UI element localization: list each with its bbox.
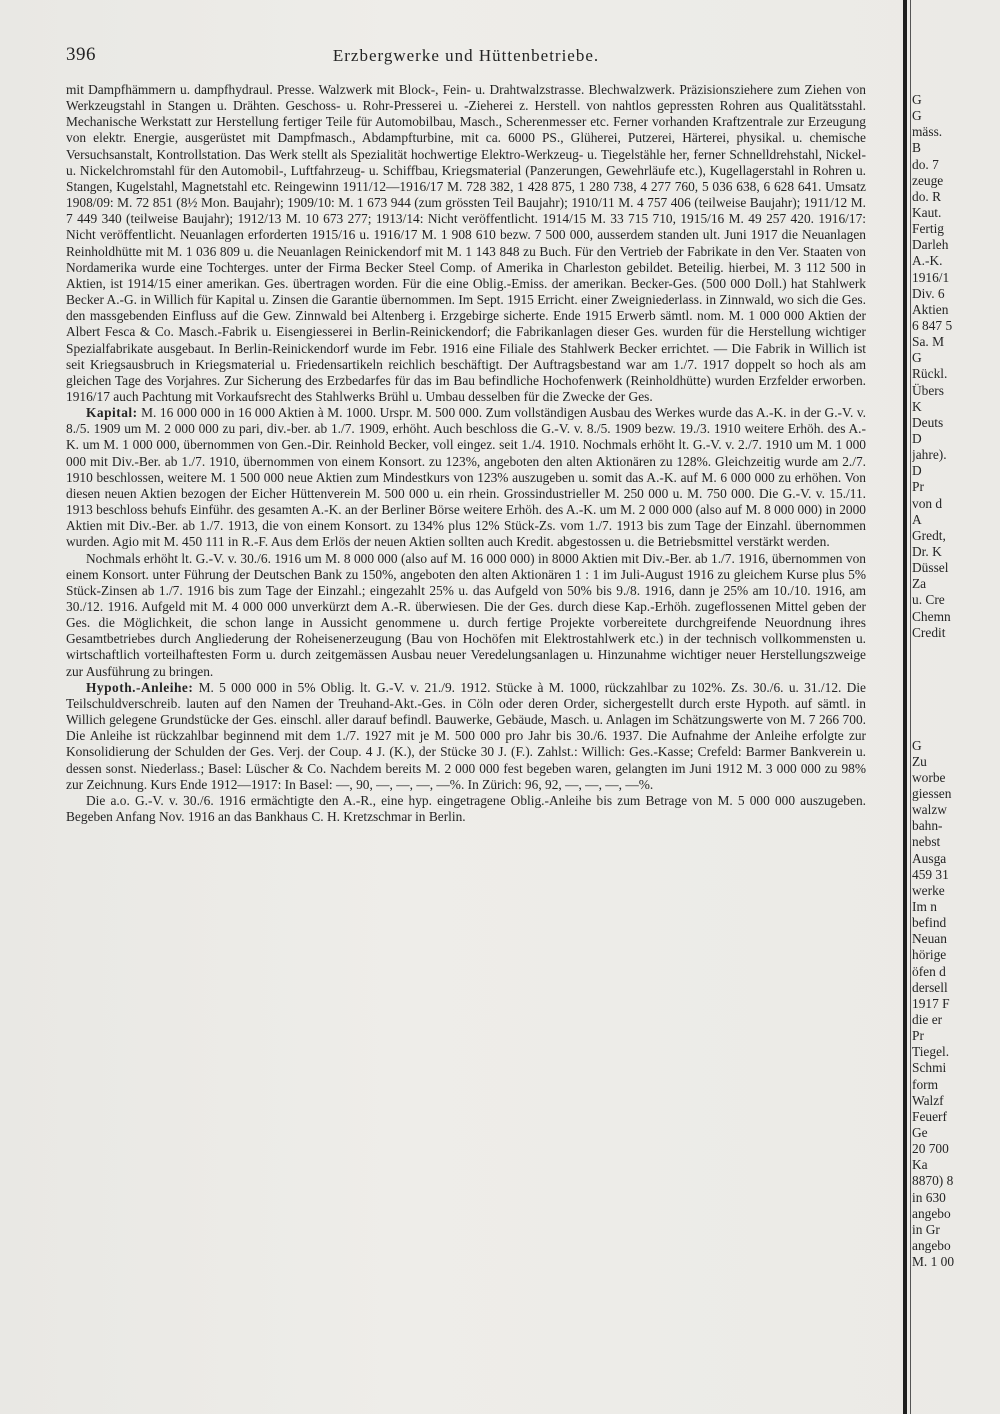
fragment-line: mäss. xyxy=(912,124,943,140)
fragment-line: D xyxy=(912,463,922,479)
fragment-line: in 630 xyxy=(912,1189,946,1205)
fragment-line: giessen xyxy=(912,786,952,802)
fragment-line xyxy=(912,673,1000,689)
fragment-line: Ausga xyxy=(912,850,947,866)
fragment-line: A xyxy=(912,511,922,527)
fragment-line: Kaut. xyxy=(912,204,942,220)
fragment-line: B xyxy=(912,140,921,156)
section-label-mortgage-loan: Hypoth.-Anleihe: xyxy=(86,679,194,695)
fragment-line: öfen d xyxy=(912,963,946,979)
fragment-line: do. 7 xyxy=(912,156,939,172)
fragment-line: worbe xyxy=(912,769,946,785)
paragraph-mortgage-loan xyxy=(66,680,866,793)
column-divider xyxy=(903,0,907,1414)
fragment-line: form xyxy=(912,1076,939,1092)
paragraph-works-description: mit Dampfhämmern u. dampfhydraul. Presse. Walzwerk mit Block-, Fein- u. Drahtwalzstrasse. Blechwalzwerk. Präzisionsziehere zum Ziehen von Werkzeugstahl in Stangen u. Drähten. Geschoss- u. Rohr-Presserei u. -Zieherei z. Herstell. von nahtlos gepressten Rohren aus Qualitätsstahl. Mechanische Werkstatt zur Herstellung fertiger Teile für Automobilbau, Masch., Scherenmesser etc. Ferner vorhanden Kraftzentrale zur Erzeugung von elektr. Energie, ausgerüstet mit Dampfmasch., Abdampfturbine, mit ca. 6000 PS., Glüherei, Putzerei, Härterei, physikal. u. chemische Versuchsanstalt, Kontrollstation. Das Werk stellt als Spezialität hochwertige Elektro-Werkzeug- u. Tiegelstähle her, ferner Schnelldrehstahl, Nickel- u. Nickelchromstahl für den Automobil-, Luftfahrzeug- u. Schiffbau, Kriegsmaterial (Panzerungen, Gewehrläufe etc.), Kugellagerstahl in Rohren u. Stangen, Kugelstahl, Magnetstahl etc. Reingewinn 1911/12—1916/17 M. 728 382, 1 428 875, 1 280 738, 4 277 760, 5 036 638, 6 628 641. Umsatz 1908/09: M. 72 851 (8½ Mon. Baujahr); 1909/10: M. 1 673 944 (zum grössten Teil Baujahr); 1910/11 M. 4 757 406 (teilweise Baujahr); 1911/12 M. 7 449 340 (teilweise Baujahr); 1912/13 M. 10 673 277; 1913/14: Nicht veröffentlicht. 1914/15 M. 33 715 710, 1915/16 M. 49 257 420. 1916/17: Nicht veröffentlicht. Neuanlagen erforderten 1915/16 u. 1916/17 M. 1 908 610 bezw. 7 500 000, ausserdem standen ult. Juni 1917 die Neuanlagen Reinholdhütte mit M. 1 036 809 u. die Neuanlagen Reinickendorf mit M. 1 143 848 zu Buch. Für den Vertrieb der Fabrikate in den Ver. Staaten von Nordamerika wurde eine Tochterges. unter der Firma Becker Steel Comp. of Amerika in Charleston gebildet. Beteilig. hierbei, M. 3 112 500 in Aktien, ist 1914/15 einer amerikan. Ges. übertragen worden. Für die eine Oblig.-Emiss. der amerikan. Becker-Ges. (500 000 Doll.) hat Stahlwerk Becker A.-G. in Willich für Kapital u. Zinsen die Garantie übernommen. Im Sept. 1915 Erricht. einer Zweigniederlass. in Zinnwald, wo sich die Ges. den massgebenden Einfluss auf die Gew. Zinnwald bei Altenberg i. Erzgebirge sicherte. Ende 1915 Erwerb sämtl. nom. M. 1 000 000 Aktien der Albert Fesca & Co. Masch.-Fabrik u. Eisengiesserei in Berlin-Reinickendorf; die Fabrikanlagen dieser Ges. wurden für die Herstellung wichtiger Spezialfabrikate ausgebaut. In Berlin-Reinickendorf wurde im Febr. 1916 eine Filiale des Stahlwerk Becker errichtet. — Die Fabrik in Willich ist seit Kriegsausbruch in Kriegsmaterial u. Friedensartikeln reichlich beschäftigt. Der Auftragsbestand war am 1./7. 1917 doppelt so hoch als am gleichen Tage des Vorjahres. Zur Sicherung des Erzbedarfes für das im Bau befindliche Hochofenwerk (Reinholdhütte) wurden Erzfelder erworben. 1916/17 auch Pachtung mit Vorkaufsrecht des Stahlwerks Brühl u. Umbau desselben für die Zwecke der Ges. xyxy=(66,82,866,404)
fragment-line: Schmi xyxy=(912,1060,947,1076)
fragment-line: Pr xyxy=(912,479,924,495)
fragment-line: Ge xyxy=(912,1125,928,1140)
adjacent-page-fragment xyxy=(912,92,1000,1414)
fragment-line: Düssel xyxy=(912,560,949,576)
fragment-line: Darleh xyxy=(912,237,949,253)
fragment-line: von d xyxy=(912,495,943,511)
fragment-line: 20 700 xyxy=(912,1141,949,1157)
fragment-line: Übers xyxy=(912,382,944,398)
fragment-line xyxy=(912,657,1000,673)
fragment-line: Rückl. xyxy=(912,366,948,382)
fragment-line xyxy=(912,705,1000,721)
fragment-line xyxy=(912,689,1000,705)
fragment-line: nebst xyxy=(912,834,941,850)
section-label-capital: Kapital: xyxy=(86,405,138,421)
fragment-line: Sa. M xyxy=(912,334,944,350)
fragment-line: A.-K. xyxy=(912,253,943,269)
fragment-line: walzw xyxy=(912,802,947,818)
paragraph-capital xyxy=(66,405,866,550)
fragment-line: Chemn xyxy=(912,608,951,624)
fragment-line: do. R xyxy=(912,188,942,204)
fragment-line: Walzf xyxy=(912,1092,944,1108)
fragment-line: Zu xyxy=(912,753,927,769)
fragment-line: dersell xyxy=(912,979,948,995)
fragment-line: G xyxy=(912,108,922,124)
paragraph-mortgage-loan-text: M. 5 000 000 in 5% Oblig. lt. G.-V. v. 21./9. 1912. Stücke à M. 1000, rückzahlbar zu 102%. Zs. 30./6. u. 31./12. Die Teilschuldverschreib. lauten auf den Namen der Treuhand-Akt.-Ges. in Cöln oder deren Order, sichergestellt durch erste Hypoth. auf sämtl. in Willich gelegene Grundstücke der Ges. einschl. aller darauf befindl. Bauwerke, Gebäude, Masch. u. Anlagen im Schätzungswerte von M. 7 266 700. Die Anleihe ist rückzahlbar beginnend mit dem 1./7. 1927 mit je M. 500 000 pro Jahr bis 30./6. 1937. Die Aufnahme der Anleihe erfolgte zur Konsolidierung der Schulden der Ges. Verj. der Coup. 4 J. (K.), der Stücke 30 J. (F.). Zahlst.: Willich: Ges.-Kasse; Crefeld: Barmer Bankverein u. dessen sonst. Niederlass.; Basel: Lüscher & Co. Nachdem bereits M. 2 000 000 fest begeben waren, gelangten im Juni 1912 M. 3 000 000 zu 98% zur Zeichnung. Kurs Ende 1912—1917: In Basel: —, 90, —, —, —, —%. In Zürich: 96, 92, —, —, —, —%. xyxy=(66,679,866,792)
main-text-column xyxy=(66,82,866,825)
paragraph-capital-increase: Nochmals erhöht lt. G.-V. v. 30./6. 1916 um M. 8 000 000 (also auf M. 16 000 000) in 8000 Aktien mit Div.-Ber. ab 1./7. 1916, übernommen von einem Konsort. unter Führung der Deutschen Bank zu 150%, angeboten den alten Aktionären 1 : 1 im Juli-August 1916 zu gleichem Kurse plus 5% Stück-Zinsen ab 1./7. 1916 bis zum Tage der Einzahl.; eingezahlt 25% u. das Aufgeld von 50% bis 9./8. 1916, dann je 25% am 10./10. 1916, am 30./12. 1916. Aufgeld mit M. 4 000 000 unverkürzt dem A.-R. überwiesen. Die der Ges. durch diese Kap.-Erhöh. zugeflossenen Mittel geben der Ges. die Möglichkeit, die schon lange in Aussicht genommene u. durch fertige Projekte vorbereitete durchgreifende Neuordnung ihres Gesamtbetriebes durch Angliederung der Roheisenerzeugung (Bau von Hochöfen mit Elektrostahlwerk etc.) in der technisch vollkommensten u. wirtschaftlich vorteilhaftesten Form u. durch zeitgemässen Ausbau neuer Veredelungsanlagen u. Hinzunahme wichtiger neuer Herstellungszweige zur Ausführung zu bringen. xyxy=(66,550,866,679)
fragment-line: Dr. K xyxy=(912,543,942,559)
fragment-line: D xyxy=(912,430,922,446)
fragment-line: Ka xyxy=(912,1157,928,1173)
fragment-line: 8870) 8 xyxy=(912,1173,954,1189)
fragment-line: G xyxy=(912,350,922,366)
fragment-line: Credit xyxy=(912,624,946,640)
fragment-line: 1916/1 xyxy=(912,269,950,285)
fragment-line: Neuan xyxy=(912,931,947,947)
paragraph-capital-text: M. 16 000 000 in 16 000 Aktien à M. 1000. Urspr. M. 500 000. Zum vollständigen Ausbau des Werkes wurde das A.-K. in der G.-V. v. 8./5. 1909 um M. 2 000 000 zu pari, div.-ber. ab 1./7. 1909, erhöht. Auch beschloss die G.-V. v. 8./5. 1909 bezw. 19./3. 1910 weitere Erhöh. des A.-K. um M. 1 000 000, übernommen von Gen.-Dir. Reinhold Becker, voll eingez. seit 1./4. 1910. Nochmals erhöht lt. G.-V. v. 2./7. 1910 um M. 1 000 000 mit Div.-Ber. ab 1./7. 1910, übernommen von einem Konsort. zu 123%, angeboten den alten Aktionären zu 128%. Gleichzeitig wurde am 2./7. 1910 beschlossen, weitere M. 1 500 000 neue Aktien zum Mindestkurs von 123% auszugeben u. somit das A.-K. auf M. 6 000 000 zu erhöhen. Von diesen neuen Aktien bezogen der Eicher Hüttenverein M. 500 000 u. ein rhein. Grossindustrieller M. 250 000 u. M. 750 000. Die G.-V. v. 15./11. 1913 beschloss behufs Einführ. des gesamten A.-K. an der Berliner Börse weitere Erhöh. des A.-K. um M. 2 000 000 (also auf M. 8 000 000) in 2000 Aktien mit Div.-Ber. ab 1./7. 1913, die von einem Konsort. zu 134% plus 12% Stück-Zs. vom 1./7. 1913 bis zum Tage der Einzahl. übernommen wurden. Agio mit M. 450 111 in R.-F. Aus dem Erlös der neuen Aktien sollten auch Kredit. abgestossen u. die Betriebsmittel verstärkt werden. xyxy=(66,405,866,550)
fragment-line: bahn- xyxy=(912,818,943,834)
fragment-line: G xyxy=(912,92,922,107)
fragment-line: werke xyxy=(912,882,945,898)
fragment-line: jahre). xyxy=(912,447,947,463)
fragment-line: angebo xyxy=(912,1205,951,1221)
fragment-line: M. 1 00 xyxy=(912,1254,955,1270)
fragment-line: hörige xyxy=(912,947,947,963)
fragment-line: befind xyxy=(912,915,947,931)
fragment-line: Tiegel. xyxy=(912,1044,950,1060)
fragment-line: Aktien xyxy=(912,301,949,317)
column-divider-thin xyxy=(910,0,911,1414)
fragment-line: u. Cre xyxy=(912,592,945,608)
page-header xyxy=(66,44,866,70)
fragment-line: Im n xyxy=(912,899,937,915)
fragment-line: angebo xyxy=(912,1237,951,1253)
paragraph-bond-issue: Die a.o. G.-V. v. 30./6. 1916 ermächtigte den A.-R., eine hyp. eingetragene Oblig.-Anleihe bis zum Betrage von M. 5 000 000 auszugeben. Begeben Anfang Nov. 1916 an das Bankhaus C. H. Kretzschmar in Berlin. xyxy=(66,792,866,825)
fragment-line: Div. 6 xyxy=(912,285,945,301)
fragment-line: Deuts xyxy=(912,414,944,430)
fragment-line: 1917 F xyxy=(912,995,950,1011)
fragment-line: Pr xyxy=(912,1028,924,1044)
fragment-line: Fertig xyxy=(912,221,944,237)
fragment-line: 459 31 xyxy=(912,866,949,882)
fragment-line: Gredt, xyxy=(912,527,946,543)
fragment-line: Za xyxy=(912,576,927,592)
fragment-line: G xyxy=(912,737,922,753)
fragment-line xyxy=(912,641,1000,657)
fragment-line: Feuerf xyxy=(912,1108,947,1124)
fragment-line: die er xyxy=(912,1012,943,1028)
fragment-line: 6 847 5 xyxy=(912,317,953,333)
fragment-line: in Gr xyxy=(912,1221,940,1237)
running-title: Erzbergwerke und Hüttenbetriebe. xyxy=(332,46,600,65)
fragment-line: zeuge xyxy=(912,172,944,188)
fragment-line: K xyxy=(912,398,922,414)
fragment-line xyxy=(912,721,1000,737)
page-number: 396 xyxy=(66,44,96,65)
